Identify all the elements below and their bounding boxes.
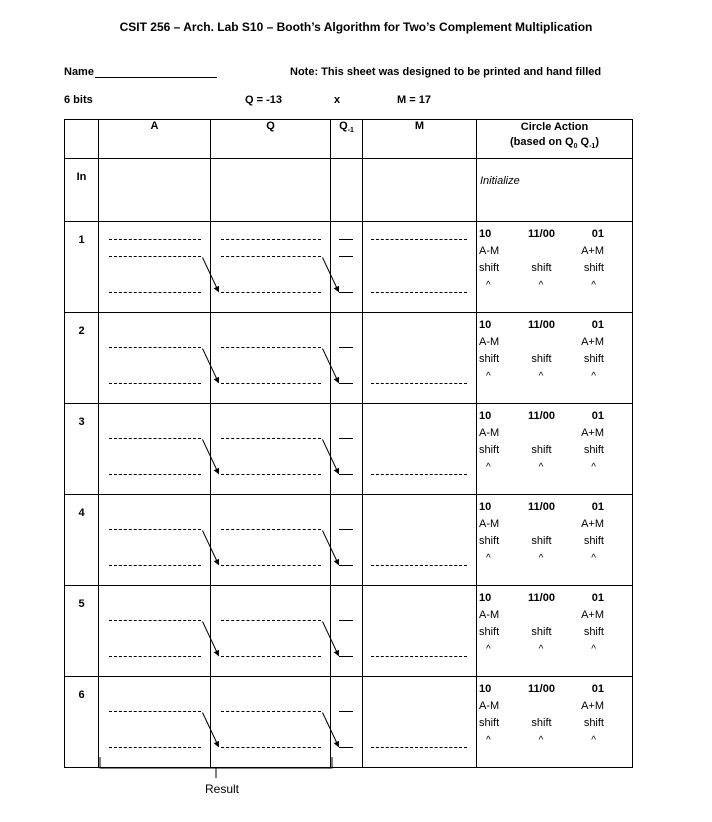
shift-mid[interactable]: shift [531, 717, 552, 729]
shift-right[interactable]: shift [583, 535, 604, 547]
code-10[interactable]: 10 [479, 410, 492, 422]
op-a-minus-m[interactable]: A-M [479, 427, 500, 439]
shift-right[interactable]: shift [583, 353, 604, 365]
caret-icon: ^ [486, 735, 491, 746]
shift-arrow-icon [203, 622, 219, 656]
caret-icon: ^ [591, 462, 596, 473]
shift-arrow-icon [203, 349, 219, 383]
code-01[interactable]: 01 [591, 501, 604, 513]
op-a-plus-m[interactable]: A+M [581, 700, 604, 712]
code-11-00[interactable]: 11/00 [528, 501, 555, 513]
op-a-minus-m[interactable]: A-M [479, 700, 500, 712]
caret-icon: ^ [486, 371, 491, 382]
shift-arrow-icon [323, 531, 339, 565]
shift-arrow-icon [203, 531, 219, 565]
row-label: 1 [65, 222, 99, 313]
shift-arrow-icon [203, 713, 219, 747]
shift-mid[interactable]: shift [531, 626, 552, 638]
code-10[interactable]: 10 [479, 683, 492, 695]
bits-label: 6 bits [64, 94, 93, 106]
op-a-plus-m[interactable]: A+M [581, 336, 604, 348]
code-01[interactable]: 01 [591, 683, 604, 695]
op-a-minus-m[interactable]: A-M [479, 518, 500, 530]
header-q-minus-1: $Q_{-1}$ [331, 120, 363, 159]
code-10[interactable]: 10 [479, 501, 492, 513]
times-symbol: x [334, 94, 341, 106]
caret-icon: ^ [591, 735, 596, 746]
caret-icon: ^ [538, 280, 544, 291]
code-11-00[interactable]: 11/00 [528, 319, 555, 331]
caret-icon: ^ [486, 280, 491, 291]
shift-arrow-icon [323, 440, 339, 474]
shift-left[interactable]: shift [479, 262, 500, 274]
shift-mid[interactable]: shift [531, 535, 552, 547]
op-a-minus-m[interactable]: A-M [479, 245, 500, 257]
op-a-plus-m[interactable]: A+M [581, 609, 604, 621]
code-11-00[interactable]: 11/00 [528, 592, 555, 604]
row-label: 4 [65, 495, 99, 586]
code-11-00[interactable]: 11/00 [528, 683, 555, 695]
op-a-plus-m[interactable]: A+M [581, 427, 604, 439]
result-bracket [100, 757, 332, 778]
op-a-minus-m[interactable]: A-M [479, 609, 500, 621]
op-a-plus-m[interactable]: A+M [581, 518, 604, 530]
shift-left[interactable]: shift [479, 353, 500, 365]
code-10[interactable]: 10 [479, 592, 492, 604]
page-title: CSIT 256 – Arch. Lab S10 – Booth’s Algorithm for Two’s Complement Multiplication [119, 20, 593, 34]
shift-arrow-icon [203, 258, 219, 292]
code-10[interactable]: 10 [479, 228, 492, 240]
q-value: Q = -13 [245, 94, 282, 106]
code-01[interactable]: 01 [591, 319, 604, 331]
caret-icon: ^ [591, 644, 596, 655]
shift-arrow-icon [323, 349, 339, 383]
shift-right[interactable]: shift [583, 717, 604, 729]
code-01[interactable]: 01 [591, 410, 604, 422]
op-a-minus-m[interactable]: A-M [479, 336, 500, 348]
caret-icon: ^ [486, 644, 491, 655]
caret-icon: ^ [591, 553, 596, 564]
row-label: 6 [65, 677, 99, 768]
row-label: 3 [65, 404, 99, 495]
caret-icon: ^ [538, 462, 544, 473]
row-label: 5 [65, 586, 99, 677]
shift-arrow-icon [323, 622, 339, 656]
shift-left[interactable]: shift [479, 444, 500, 456]
shift-mid[interactable]: shift [531, 353, 552, 365]
caret-icon: ^ [538, 644, 544, 655]
result-label: Result [205, 782, 240, 796]
name-label: Name [64, 66, 94, 78]
print-note: Note: This sheet was designed to be printed and hand filled [290, 66, 602, 78]
shift-mid[interactable]: shift [531, 444, 552, 456]
code-11-00[interactable]: 11/00 [528, 410, 555, 422]
shift-right[interactable]: shift [583, 262, 604, 274]
op-a-plus-m[interactable]: A+M [581, 245, 604, 257]
code-01[interactable]: 01 [591, 228, 604, 240]
shift-right[interactable]: shift [583, 444, 604, 456]
shift-right[interactable]: shift [583, 626, 604, 638]
init-action: Initialize [477, 159, 633, 222]
shift-left[interactable]: shift [479, 717, 500, 729]
code-11-00[interactable]: 11/00 [528, 228, 555, 240]
header-m: M [363, 120, 477, 159]
caret-icon: ^ [591, 371, 596, 382]
header-action: Circle Action (based on $Q_0$ $Q_{-1}$) [477, 120, 633, 159]
shift-left[interactable]: shift [479, 535, 500, 547]
m-value: M = 17 [397, 94, 431, 106]
shift-arrow-icon [323, 713, 339, 747]
caret-icon: ^ [486, 553, 491, 564]
code-01[interactable]: 01 [591, 592, 604, 604]
shift-left[interactable]: shift [479, 626, 500, 638]
shift-mid[interactable]: shift [531, 262, 552, 274]
row-label-init: In [65, 159, 99, 222]
shift-arrow-icon [323, 258, 339, 292]
caret-icon: ^ [538, 553, 544, 564]
caret-icon: ^ [486, 462, 491, 473]
caret-icon: ^ [538, 371, 544, 382]
code-10[interactable]: 10 [479, 319, 492, 331]
caret-icon: ^ [591, 280, 596, 291]
row-label: 2 [65, 313, 99, 404]
header-a: A [99, 120, 211, 159]
shift-arrow-icon [203, 440, 219, 474]
header-q: Q [211, 120, 331, 159]
caret-icon: ^ [538, 735, 544, 746]
